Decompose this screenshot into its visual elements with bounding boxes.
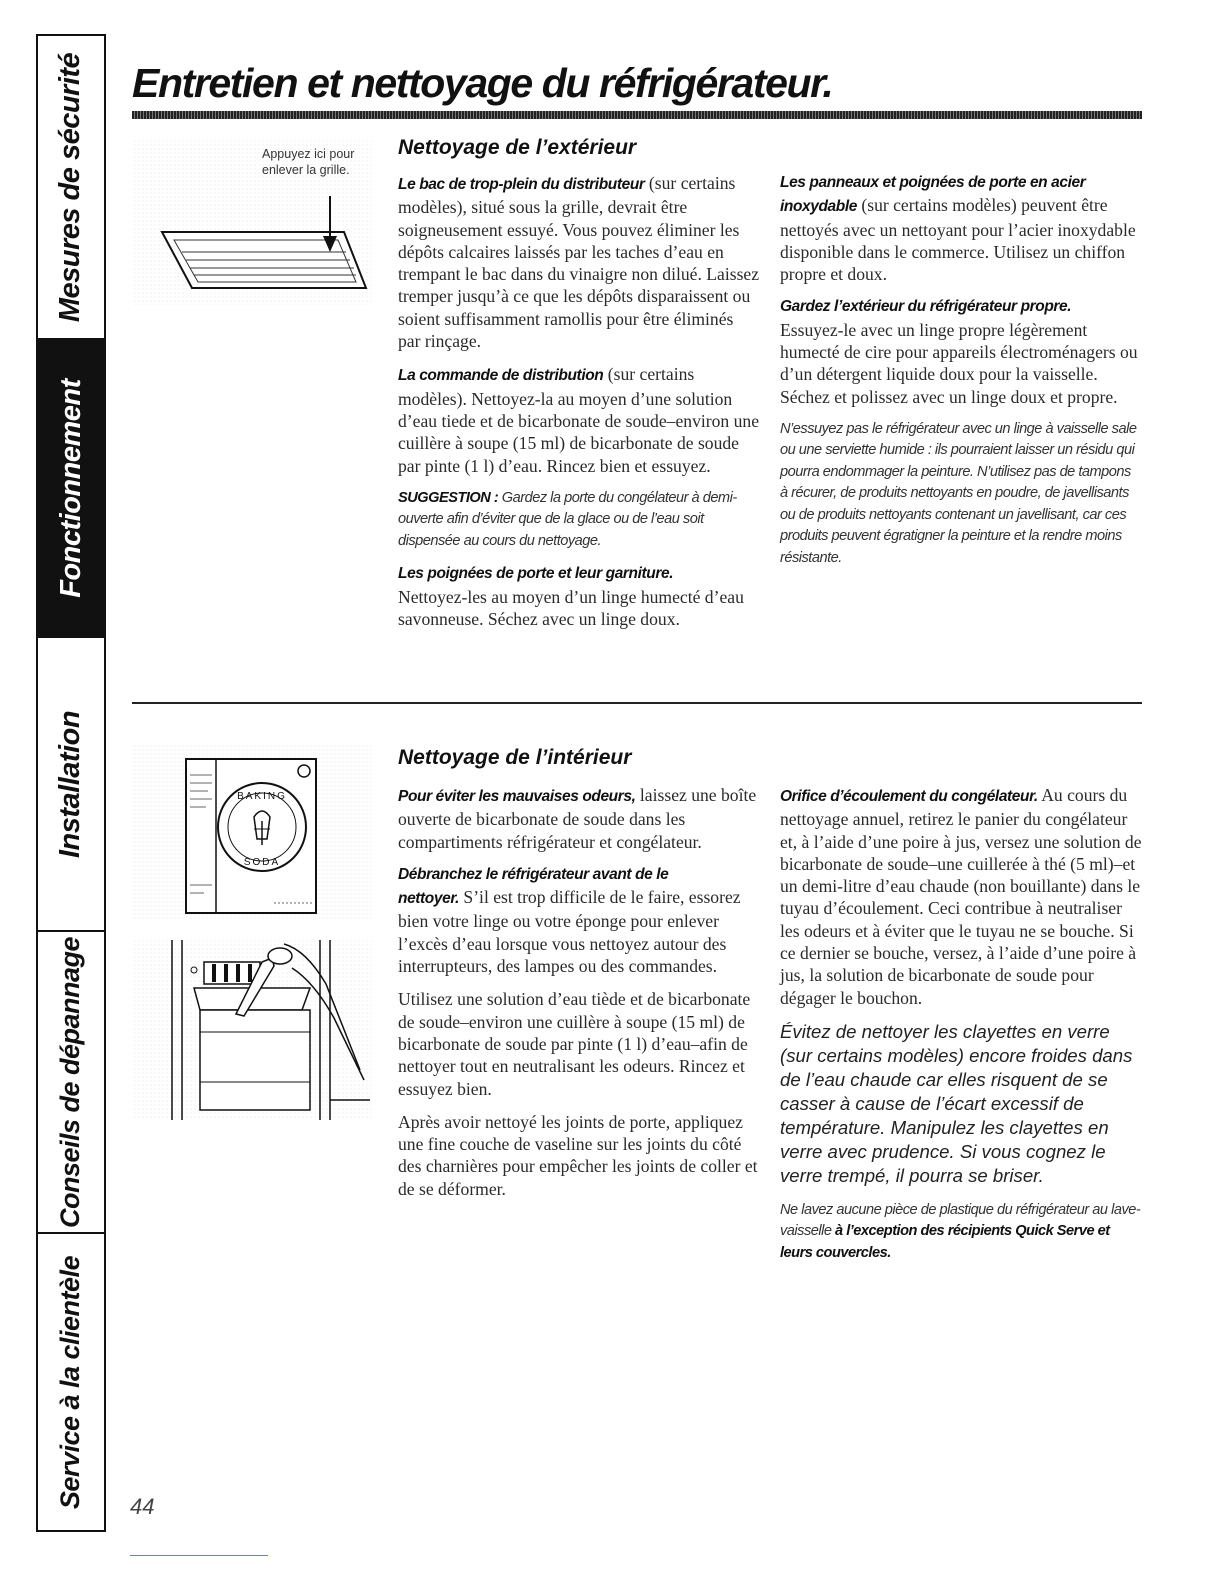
paragraph-soda-solution: Utilisez une solution d’eau tiède et de bicarbonate de soude–environ une cuillère à soupe (15 ml) de bicarbonate de soude par pinte (1 l) d’eau–afin de nettoyer tout en neutralisant les odeurs. Rincez et essuyez bien. [398,989,751,1099]
dishwasher-note [780,1200,1142,1265]
lead-text: Les poignées de porte et leur garniture. [398,565,674,583]
body-text: laissez une boîte ouverte de bicarbonate de soude dans les compartiments réfrigérateur et congélateur. [398,785,757,852]
suggestion-text: Gardez la porte du congélateur à demi-ouverte afin d’éviter que de la glace ou de l’eau soit dispensée au cours du nettoyage. [398,489,737,549]
exterior-column-left [398,172,760,641]
drain-cleaning-illustration [134,940,374,1120]
note-text: Ne lavez aucune pièce de plastique du réfrigérateur au lave-vaisselle [780,1201,1141,1240]
tab-installation[interactable] [38,638,104,932]
suggestion-note [398,488,760,553]
paragraph-overflow-tray [398,172,760,352]
paragraph-odors [398,784,760,853]
body-text: Essuyez-le avec un linge propre légèrement humecté de cire pour appareils électroménagers ou d’un détergent liquide doux pour la vaisselle. Séchez et polissez avec un linge doux et propre. [780,319,1138,407]
lead-text: Le bac de trop-plein du distributeur [398,176,645,193]
exterior-heading: Nettoyage de l’extérieur [398,136,637,159]
title-rule [132,111,1142,119]
caution-note: N’essuyez pas le réfrigérateur avec un linge à vaisselle sale ou une serviette humide : ils pourraient laisser un résidu qui pourra endommager la peinture. N’utilisez pas de tampons à récurer, de produits nettoyants en poudre, de javellisants ou de produits nettoyants contenant un javellisant, car ces produits peuvent égratigner la peinture et la rendre moins résistante. [780,420,1137,566]
lead-text: Orifice d’écoulement du congélateur. [780,788,1038,805]
page-number: 44 [130,1494,155,1519]
callout-line: Appuyez ici pour [262,147,355,161]
exterior-column-right [780,172,1140,580]
tab-service-a-la-clientele[interactable] [38,1234,104,1530]
footer-line [130,1555,268,1556]
tab-label: Fonctionnement [54,378,87,598]
page-title: Entretien et nettoyage du réfrigérateur. [132,60,833,106]
tab-label: Conseils de dépannage [55,936,86,1228]
interior-heading: Nettoyage de l’intérieur [398,746,632,769]
paragraph-keep-clean [780,296,1140,407]
tab-fonctionnement[interactable] [38,340,104,638]
lead-text: Gardez l’extérieur du réfrigérateur propre. [780,298,1072,316]
note-bold-text: à l’exception des récipients Quick Serve et leurs couvercles. [780,1223,1110,1261]
suggestion-label: SUGGESTION : [398,489,499,506]
tab-label: Mesures de sécurité [54,52,87,322]
section-divider [132,702,1142,704]
callout-line: enlever la grille. [262,163,350,177]
grille-callout [262,146,354,178]
lead-text: Les panneaux et poignées de porte en acier [780,174,1086,191]
baking-soda-illustration [134,745,374,920]
interior-column-left [398,784,760,1211]
body-text: S’il est trop difficile de le faire, essorez bien votre linge ou votre éponge pour enlever l’excès d’eau lorsque vous nettoyez autour des interrupteurs, des lampes ou des commandes. [398,887,741,977]
paragraph-dispenser-control [398,363,760,476]
tab-mesures-de-securite[interactable] [38,36,104,340]
lead-text: nettoyer. [398,890,460,908]
interior-column-right [780,784,1142,1275]
paragraph-door-handles [398,563,760,630]
tab-label: Service à la clientèle [55,1255,86,1509]
paragraph-door-gaskets: Après avoir nettoyé les joints de porte, appliquez une fine couche de vaseline sur les joints du côté des charnières pour empêcher les joints de coller et de se déformer. [398,1111,758,1199]
section-tabs [36,34,106,1532]
body-text: Au cours du nettoyage annuel, retirez le panier du congélateur et, à l’aide d’une poire à jus, versez une solution de bicarbonate de soude–une cuillerée à thé (5 ml)–et un demi-litre d’eau chaude (non bouillante) dans le tuyau d’écoulement. Ceci contribue à neutraliser les odeurs et à éviter que le tuyau ne se bouche. Si ce dernier se bouche, versez, à l’aide d’une poire à jus, la solution de bicarbonate de soude pour dégager le bouchon. [780,785,1142,1008]
body-text: Nettoyez-les au moyen d’un linge humecté d’eau savonneuse. Séchez avec un linge doux. [398,586,744,629]
lead-text: Débranchez le réfrigérateur avant de le [398,865,669,883]
paragraph-unplug [398,864,760,977]
lead-text: La commande de distribution [398,367,604,385]
lead-text: Pour éviter les mauvaises odeurs, [398,788,636,805]
tab-label: Installation [54,710,87,858]
paragraph-stainless-panels [780,172,1140,285]
paragraph-freezer-drain [780,784,1142,1009]
box-label-top: BAKING [237,791,287,802]
tab-conseils-de-depannage[interactable] [38,932,104,1234]
body-text: (sur certains modèles). Nettoyez-la au moyen d’une solution d’eau tiede et de bicarbonate de soude–environ une cuillère à soupe (15 ml) de bicarbonate de soude par pinte (1 l) d’eau. Rincez bien et essuyez. [398,364,760,476]
body-text: (sur certains modèles), situé sous la grille, devrait être soigneusement essuyé. Vous pouvez éliminer les dépôts calcaires laissés par les taches d’eau en trempant le bac dans du vinaigre non dilué. Laissez tremper jusqu’à ce que les dépôts disparaissent ou soient suffisamment ramollis pour être éliminés par rinçage. [398,173,760,352]
lead-text: inoxydable [780,198,857,216]
box-label-bottom: SODA [243,857,281,868]
glass-shelf-warning: Évitez de nettoyer les clayettes en verre (sur certains modèles) encore froides dans de l’eau chaude car elles risquent de se casser à cause de l’écart excessif de température. Manipulez les clayettes en verre avec prudence. Si vous cognez le verre trempé, il pourra se briser. [780,1020,1133,1186]
body-text: (sur certains modèles) peuvent être nettoyés avec un nettoyant pour l’acier inoxydable disponible dans le commerce. Utilisez un chiffon propre et doux. [780,195,1136,285]
